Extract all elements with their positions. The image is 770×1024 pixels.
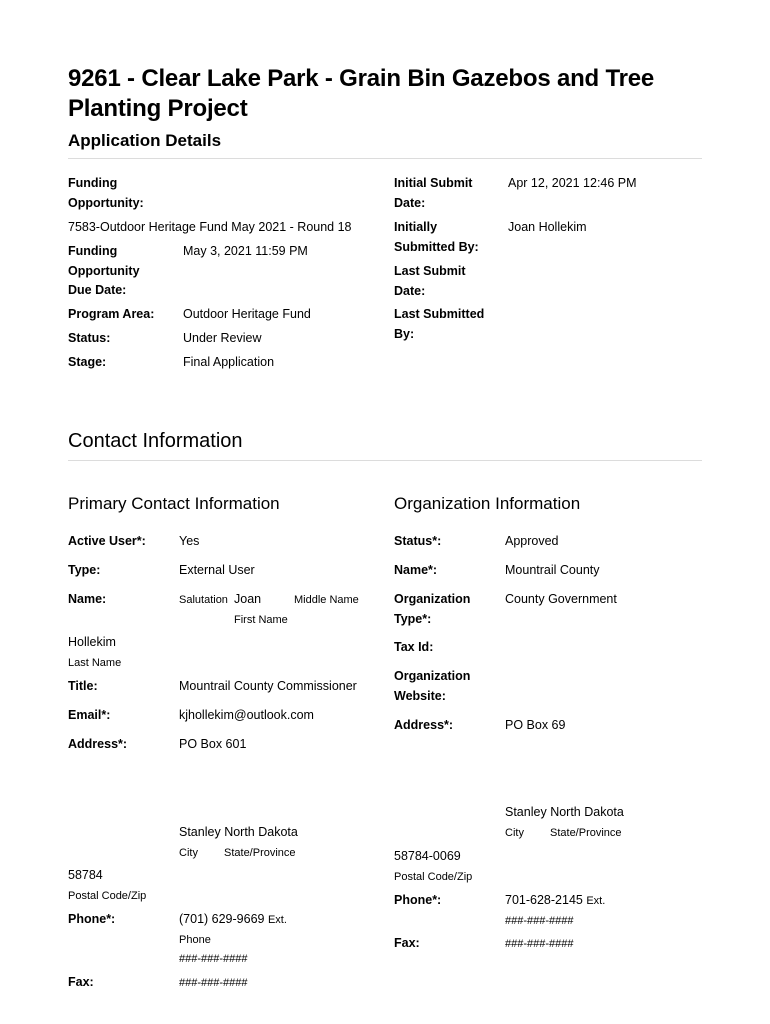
application-details-heading: Application Details [68, 131, 222, 150]
salutation-caption: Salutation [179, 594, 228, 606]
first-name-value: Joan [234, 592, 262, 606]
last-name-caption: Last Name [68, 657, 122, 669]
initially-submitted-by-value: Joan Hollekim [508, 220, 587, 234]
title-label: Title: [68, 679, 98, 693]
org-zip-caption: Postal Code/Zip [394, 871, 473, 883]
org-type-value: County Government [505, 592, 617, 606]
org-address-value: PO Box 69 [505, 718, 566, 732]
fax-label: Fax: [68, 975, 94, 989]
org-fax-value: ###-###-#### [505, 938, 574, 950]
organization-heading: Organization Information [394, 494, 581, 513]
primary-contact-heading: Primary Contact Information [68, 494, 280, 513]
city-state-value: Stanley North Dakota [179, 825, 298, 839]
active-user-label: Active User*: [68, 534, 146, 548]
type-label: Type: [68, 563, 101, 577]
page-title-line-2: Planting Project [68, 95, 248, 122]
last-submitted-by-label: Last Submitted By: [394, 307, 485, 341]
program-area-label: Program Area: [68, 307, 155, 321]
org-phone-label: Phone*: [394, 893, 442, 907]
page-title-line-1: 9261 - Clear Lake Park - Grain Bin Gazebos and Tree [68, 65, 655, 92]
type-value: External User [179, 563, 255, 577]
org-website-label: Organization Website: [394, 669, 471, 703]
org-name-value: Mountrail County [505, 563, 600, 577]
status-value: Under Review [183, 331, 262, 345]
org-phone-format: ###-###-#### [505, 915, 574, 927]
email-value: kjhollekim@outlook.com [179, 708, 314, 722]
name-label: Name: [68, 592, 107, 606]
org-status-value: Approved [505, 534, 559, 548]
tax-id-label: Tax Id: [394, 640, 434, 654]
initially-submitted-by-label: Initially Submitted By: [394, 220, 479, 254]
org-phone-value: 701-628-2145 Ext. [505, 893, 606, 907]
fax-value: ###-###-#### [179, 977, 248, 989]
last-submit-label: Last Submit Date: [394, 264, 466, 298]
org-type-label: Organization Type*: [394, 592, 471, 626]
org-city-caption: City [505, 827, 524, 839]
stage-value: Final Application [183, 355, 275, 369]
zip-caption: Postal Code/Zip [68, 890, 147, 902]
org-zip-value: 58784-0069 [394, 849, 461, 863]
zip-value: 58784 [68, 868, 103, 882]
org-state-caption: State/Province [550, 827, 622, 839]
status-label: Status: [68, 331, 111, 345]
initial-submit-value: Apr 12, 2021 12:46 PM [508, 176, 637, 190]
phone-value: (701) 629-9669 Ext. [179, 912, 287, 926]
phone-format: ###-###-#### [179, 953, 248, 965]
active-user-value: Yes [179, 534, 200, 548]
stage-label: Stage: [68, 355, 107, 369]
program-area-value: Outdoor Heritage Fund [183, 307, 311, 321]
due-date-value: May 3, 2021 11:59 PM [183, 244, 308, 258]
org-name-label: Name*: [394, 563, 438, 577]
divider [68, 158, 702, 159]
phone-caption: Phone [179, 934, 211, 946]
due-date-label: Funding Opportunity Due Date: [68, 244, 140, 297]
middle-name-caption: Middle Name [294, 594, 359, 606]
phone-label: Phone*: [68, 912, 116, 926]
initial-submit-label: Initial Submit Date: [394, 176, 473, 210]
address-value: PO Box 601 [179, 737, 247, 751]
funding-opportunity-value: 7583-Outdoor Heritage Fund May 2021 - Round 18 [68, 220, 352, 234]
org-city-state-value: Stanley North Dakota [505, 805, 624, 819]
state-caption: State/Province [224, 847, 296, 859]
org-fax-label: Fax: [394, 936, 420, 950]
last-name-value: Hollekim [68, 635, 116, 649]
first-name-caption: First Name [234, 614, 288, 626]
email-label: Email*: [68, 708, 111, 722]
org-status-label: Status*: [394, 534, 442, 548]
org-address-label: Address*: [394, 718, 454, 732]
city-caption: City [179, 847, 198, 859]
page-title [68, 64, 654, 124]
title-value: Mountrail County Commissioner [179, 679, 357, 693]
funding-opportunity-label: Funding Opportunity: [68, 176, 144, 210]
contact-information-heading: Contact Information [68, 430, 243, 452]
divider [68, 460, 702, 461]
address-label: Address*: [68, 737, 128, 751]
